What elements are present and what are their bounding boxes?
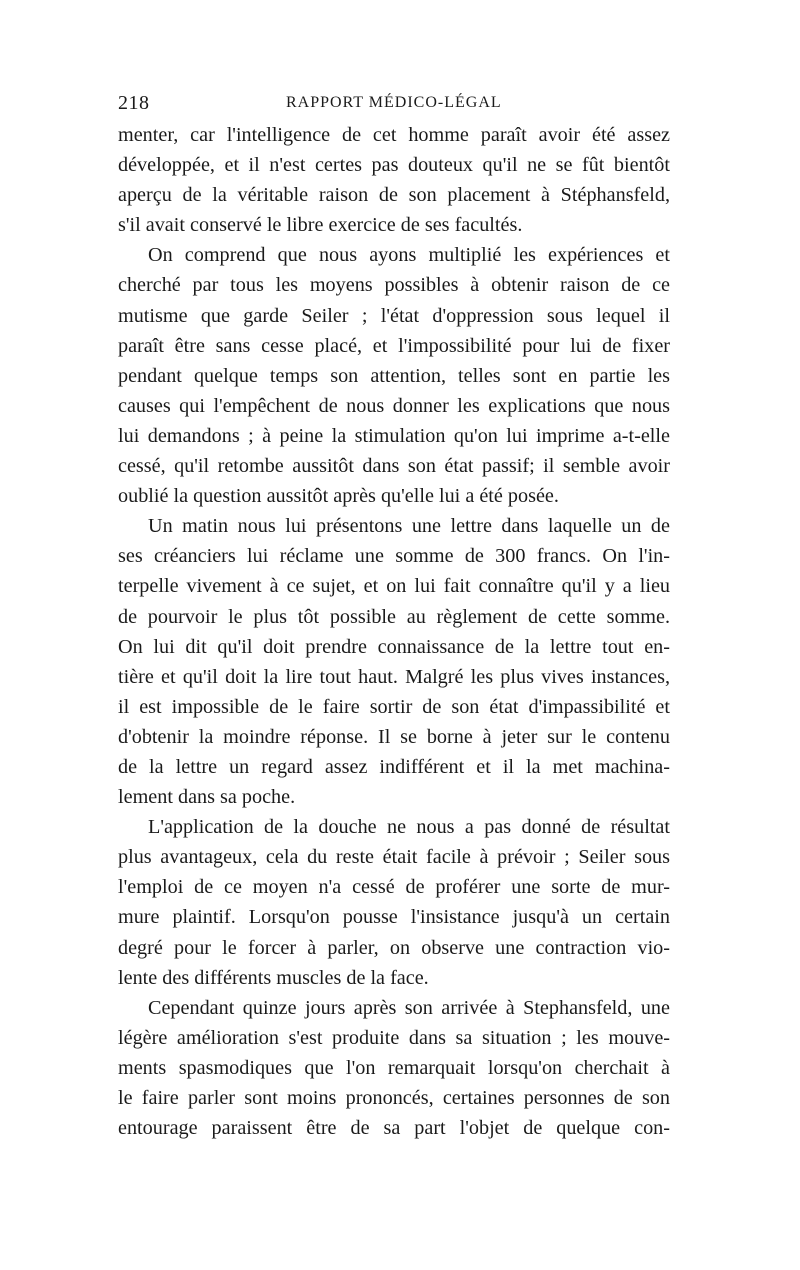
text-line: de la lettre un regard assez indifférent et il la met machina- bbox=[118, 755, 670, 778]
text-line: Un matin nous lui présentons une lettre dans laquelle un de bbox=[148, 515, 670, 538]
running-title: RAPPORT MÉDICO-LÉGAL bbox=[286, 94, 502, 111]
text-line: lente des différents muscles de la face. bbox=[118, 966, 429, 989]
paragraph bbox=[118, 993, 670, 1143]
text-line: pendant quelque temps son attention, telles sont en partie les bbox=[118, 364, 670, 387]
body-text bbox=[118, 120, 670, 1143]
text-line: plus avantageux, cela du reste était facile à prévoir ; Seiler sous bbox=[118, 846, 670, 869]
text-line: tière et qu'il doit la lire tout haut. Malgré les plus vives instances, bbox=[118, 665, 670, 688]
text-line: terpelle vivement à ce sujet, et on lui fait connaître qu'il y a lieu bbox=[118, 575, 670, 598]
text-line: mutisme que garde Seiler ; l'état d'oppression sous lequel il bbox=[118, 304, 670, 327]
book-page bbox=[118, 92, 670, 1143]
text-line: l'emploi de ce moyen n'a cessé de proférer une sorte de mur- bbox=[118, 876, 670, 899]
text-line: cessé, qu'il retombe aussitôt dans son état passif; il semble avoir bbox=[118, 455, 670, 478]
text-line: oublié la question aussitôt après qu'elle lui a été posée. bbox=[118, 485, 559, 508]
text-line: d'obtenir la moindre réponse. Il se borne à jeter sur le contenu bbox=[118, 725, 670, 748]
paragraph bbox=[118, 511, 670, 812]
text-line: mure plaintif. Lorsqu'on pousse l'insistance jusqu'à un certain bbox=[118, 906, 670, 929]
text-line: cherché par tous les moyens possibles à obtenir raison de ce bbox=[118, 274, 670, 297]
text-line: ses créanciers lui réclame une somme de 300 francs. On l'in- bbox=[118, 545, 670, 568]
text-line: Cependant quinze jours après son arrivée à Stephansfeld, une bbox=[148, 996, 670, 1019]
text-line: il est impossible de le faire sortir de son état d'impassibilité et bbox=[118, 695, 670, 718]
text-line: lui demandons ; à peine la stimulation qu'on lui imprime a-t-elle bbox=[118, 424, 670, 447]
text-line: On lui dit qu'il doit prendre connaissance de la lettre tout en- bbox=[118, 635, 670, 658]
text-line: ments spasmodiques que l'on remarquait lorsqu'on cherchait à bbox=[118, 1056, 670, 1079]
text-line: entourage paraissent être de sa part l'objet de quelque con- bbox=[118, 1117, 670, 1140]
text-line: le faire parler sont moins prononcés, certaines personnes de son bbox=[118, 1087, 670, 1109]
paragraph bbox=[118, 120, 670, 240]
paragraph bbox=[118, 240, 670, 511]
text-line: lement dans sa poche. bbox=[118, 786, 296, 809]
running-head bbox=[118, 92, 670, 120]
text-line: menter, car l'intelligence de cet homme paraît avoir été assez bbox=[118, 124, 670, 146]
text-line: développée, et il n'est certes pas douteux qu'il ne se fût bientôt bbox=[118, 154, 670, 177]
text-line: aperçu de la véritable raison de son placement à Stéphansfeld, bbox=[118, 184, 670, 207]
paragraph bbox=[118, 812, 670, 993]
text-line: légère amélioration s'est produite dans sa situation ; les mouve- bbox=[118, 1026, 670, 1049]
text-line: s'il avait conservé le libre exercice de ses facultés. bbox=[118, 214, 523, 237]
text-line: degré pour le forcer à parler, on observe une contraction vio- bbox=[118, 936, 670, 959]
text-line: paraît être sans cesse placé, et l'impossibilité pour lui de fixer bbox=[118, 334, 670, 357]
text-line: causes qui l'empêchent de nous donner les explications que nous bbox=[118, 394, 670, 417]
text-line: de pourvoir le plus tôt possible au règlement de cette somme. bbox=[118, 605, 670, 628]
text-line: L'application de la douche ne nous a pas donné de résultat bbox=[148, 816, 670, 839]
page-number: 218 bbox=[118, 92, 150, 114]
text-line: On comprend que nous ayons multiplié les expériences et bbox=[148, 244, 670, 267]
